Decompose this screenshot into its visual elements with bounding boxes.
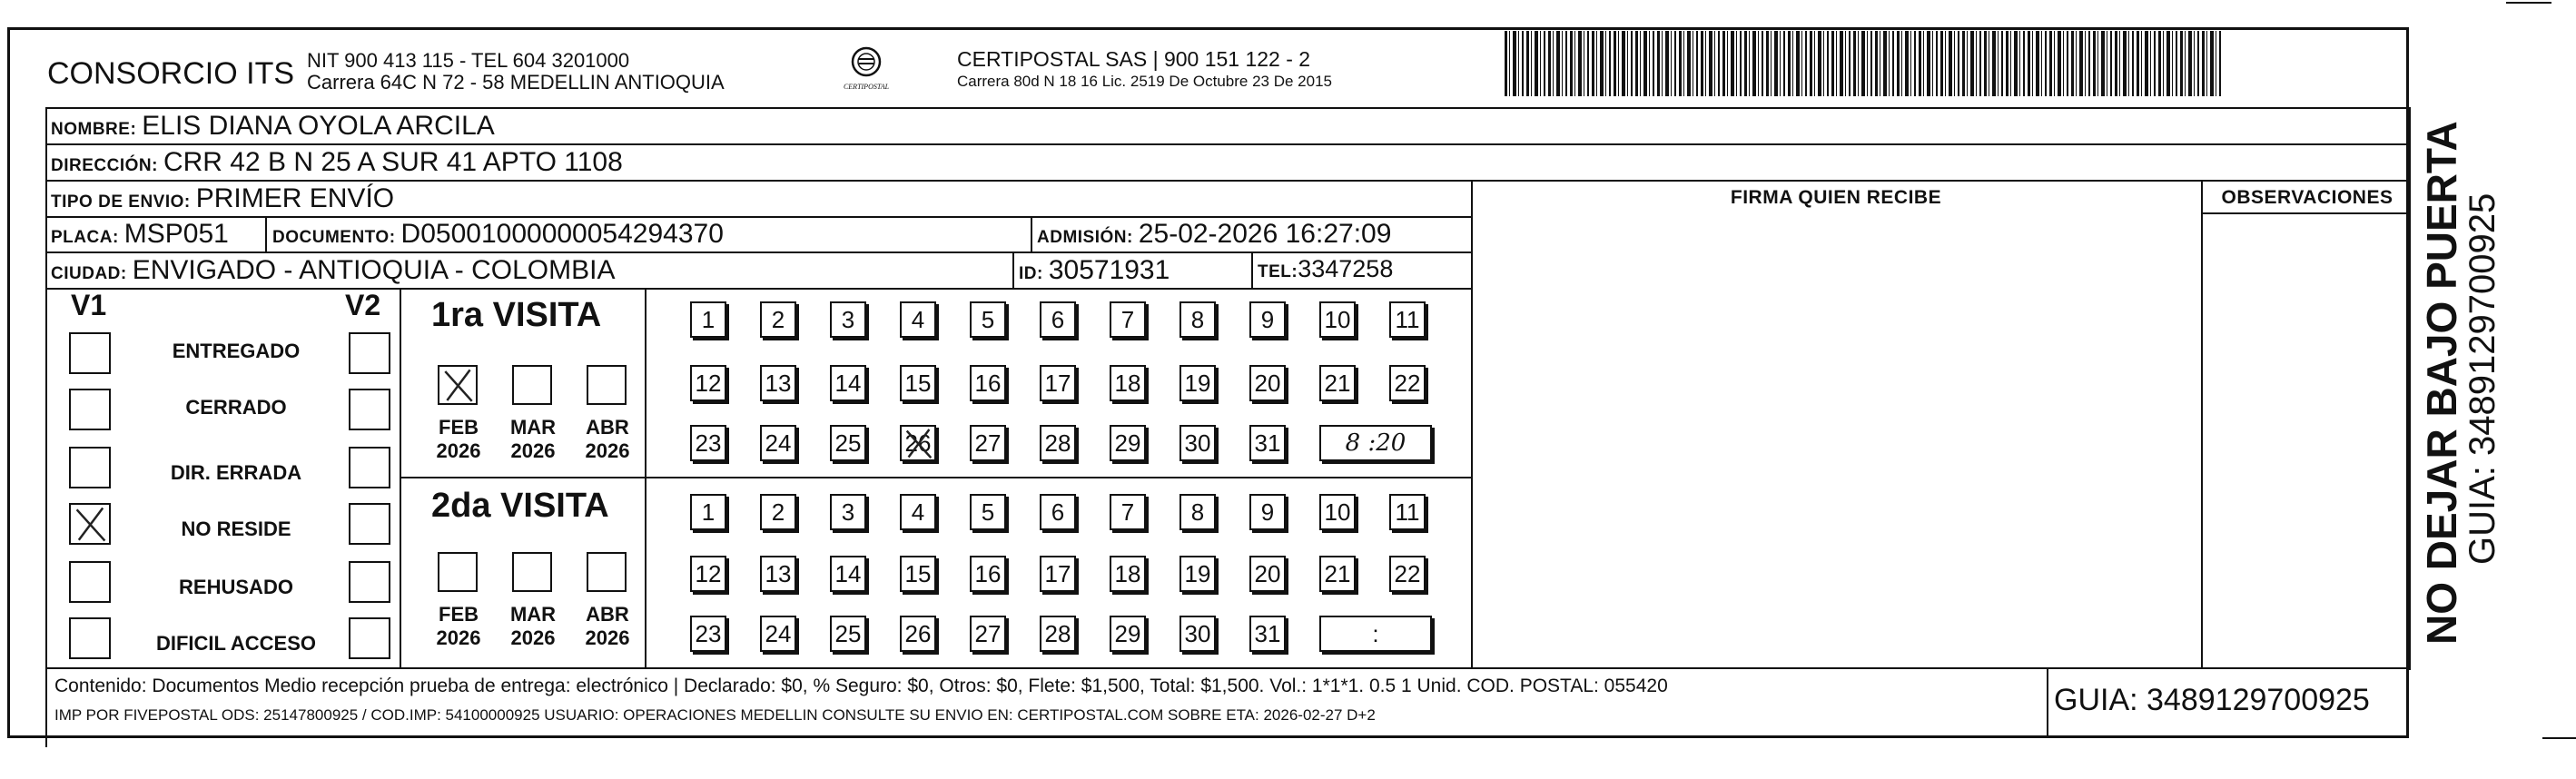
rule-visit-split	[400, 477, 1471, 478]
day-number: 27	[974, 429, 1002, 457]
day-box[interactable]	[1249, 494, 1286, 530]
direccion-value: CRR 42 B N 25 A SUR 41 APTO 1108	[163, 147, 623, 177]
day-box[interactable]	[1179, 494, 1216, 530]
divider-left-margin	[45, 107, 47, 747]
time-box[interactable]	[1319, 425, 1432, 461]
day-number: 10	[1324, 498, 1351, 526]
month-label	[576, 416, 639, 463]
day-number: 1	[701, 305, 716, 333]
month-name: FEB	[439, 603, 479, 626]
day-box[interactable]	[1040, 556, 1076, 592]
day-box[interactable]	[760, 301, 796, 338]
day-box[interactable]	[690, 616, 726, 652]
documento-value: D05001000000054294370	[400, 219, 724, 249]
tel-label: TEL:	[1258, 262, 1298, 281]
day-box[interactable]	[690, 556, 726, 592]
shipment-barcode	[1505, 31, 2222, 96]
tel-value: 3347258	[1298, 255, 1394, 282]
day-box[interactable]	[830, 365, 866, 401]
v1-heading: V1	[71, 289, 107, 321]
scan-mark-right	[2542, 737, 2576, 739]
day-box[interactable]	[1249, 425, 1286, 461]
divider-admision	[1031, 216, 1032, 251]
imp-text: IMP POR FIVEPOSTAL ODS: 25147800925 / COD.IMP: 54100000925 USUARIO: OPERACIONES MEDELLIN CONSULTE SU ENVIO EN: CERTIPOSTAL.COM SOBRE ETA: 2026-02-27 D+2	[54, 706, 1376, 724]
day-box[interactable]	[1319, 556, 1356, 592]
day-box[interactable]	[900, 365, 936, 401]
day-number: 28	[1044, 429, 1071, 457]
month-year: 2026	[510, 439, 556, 462]
month-checkbox[interactable]	[512, 552, 552, 592]
day-number: 16	[974, 369, 1002, 397]
direccion-label: DIRECCIÓN:	[51, 156, 158, 175]
month-name: MAR	[509, 603, 557, 626]
day-number: 26	[904, 619, 932, 647]
day-box[interactable]	[970, 616, 1006, 652]
day-box[interactable]	[900, 494, 936, 530]
day-box[interactable]	[760, 425, 796, 461]
day-number: 11	[1395, 498, 1420, 526]
first-visit-title: 1ra VISITA	[431, 296, 602, 334]
day-number: 31	[1254, 429, 1281, 457]
status-label: DIFICIL ACCESO	[155, 632, 316, 655]
day-number: 3	[841, 498, 855, 526]
admision-value: 25-02-2026 16:27:09	[1138, 219, 1392, 249]
day-number: 8	[1190, 305, 1205, 333]
rule-footer-guia	[2047, 667, 2410, 669]
v1-checkbox[interactable]	[69, 389, 111, 430]
day-number: 12	[695, 369, 722, 397]
month-year: 2026	[436, 439, 481, 462]
placa-row	[51, 219, 229, 250]
day-box[interactable]	[1040, 494, 1076, 530]
day-number: 22	[1394, 559, 1421, 587]
day-box[interactable]	[1179, 616, 1216, 652]
day-box[interactable]	[830, 616, 866, 652]
month-name: ABR	[586, 603, 629, 626]
day-number: 1	[701, 498, 716, 526]
placa-label: PLACA:	[51, 228, 119, 247]
day-number: 26	[904, 429, 932, 457]
time-box[interactable]	[1319, 616, 1432, 652]
nombre-label: NOMBRE:	[51, 120, 137, 139]
status-label: NO RESIDE	[181, 518, 291, 540]
v1-checkbox[interactable]	[69, 503, 111, 545]
svg-text:CERTIPOSTAL: CERTIPOSTAL	[843, 83, 890, 91]
day-number: 30	[1184, 619, 1211, 647]
day-box[interactable]	[760, 365, 796, 401]
day-number: 8	[1190, 498, 1205, 526]
day-box[interactable]	[1040, 616, 1076, 652]
v1-checkbox[interactable]	[69, 447, 111, 488]
status-label: CERRADO	[185, 396, 287, 419]
day-number: 11	[1395, 305, 1420, 333]
day-box[interactable]	[1110, 301, 1146, 338]
day-number: 27	[974, 619, 1002, 647]
day-box[interactable]	[900, 556, 936, 592]
day-number: 29	[1114, 619, 1141, 647]
observaciones-heading: OBSERVACIONES	[2221, 187, 2393, 208]
month-label	[427, 416, 490, 463]
day-box[interactable]	[1179, 556, 1216, 592]
day-box[interactable]	[970, 365, 1006, 401]
certipostal-address: Carrera 80d N 18 16 Lic. 2519 De Octubre 23 De 2015	[957, 73, 1332, 90]
day-number: 14	[834, 369, 862, 397]
day-number: 17	[1044, 369, 1071, 397]
day-number: 23	[695, 619, 722, 647]
status-label: ENTREGADO	[172, 340, 301, 362]
day-number: 19	[1184, 369, 1211, 397]
tel-row	[1258, 255, 1393, 283]
v2-checkbox[interactable]	[349, 447, 390, 488]
contenido-text: Contenido: Documentos Medio recepción prueba de entrega: electrónico | Declarado: $0, % Seguro: $0, Otros: $0, Flete: $1,500, Total: $1,500. Vol.: 1*1*1. 0.5 1 Unid. COD. POSTAL: 055420	[54, 675, 1668, 696]
day-box[interactable]	[760, 556, 796, 592]
company-nit-tel: NIT 900 413 115 - TEL 604 3201000	[307, 49, 630, 72]
day-box[interactable]	[1110, 556, 1146, 592]
day-number: 29	[1114, 429, 1141, 457]
month-label	[427, 603, 490, 650]
side-guia: GUIA: 3489129700925	[2462, 192, 2502, 565]
month-name: ABR	[586, 416, 629, 439]
status-label: REHUSADO	[179, 576, 293, 598]
day-box[interactable]	[1389, 494, 1426, 530]
day-box[interactable]	[690, 494, 726, 530]
guia-footer-box: GUIA: 3489129700925	[2054, 683, 2370, 717]
month-year: 2026	[585, 439, 630, 462]
day-number: 21	[1324, 559, 1351, 587]
day-box[interactable]	[970, 494, 1006, 530]
day-number: 28	[1044, 619, 1071, 647]
day-number: 3	[841, 305, 855, 333]
nombre-value: ELIS DIANA OYOLA ARCILA	[142, 111, 495, 141]
id-row	[1019, 255, 1170, 286]
day-number: 22	[1394, 369, 1421, 397]
rule-placa	[45, 251, 1471, 253]
day-box[interactable]	[1389, 365, 1426, 401]
rule-nombre	[45, 143, 2411, 145]
day-box[interactable]	[830, 556, 866, 592]
month-name: FEB	[439, 416, 479, 439]
day-box[interactable]	[1040, 425, 1076, 461]
v1-checkbox[interactable]	[69, 617, 111, 659]
day-number: 18	[1114, 559, 1141, 587]
day-number: 24	[765, 429, 792, 457]
v2-checkbox[interactable]	[349, 389, 390, 430]
day-box[interactable]	[1319, 365, 1356, 401]
v2-checkbox[interactable]	[349, 332, 390, 374]
rule-observaciones	[2201, 212, 2410, 214]
day-box[interactable]	[1249, 556, 1286, 592]
admision-label: ADMISIÓN:	[1037, 228, 1133, 247]
v2-checkbox[interactable]	[349, 561, 390, 603]
divider-id	[1012, 251, 1014, 288]
ciudad-row	[51, 255, 615, 286]
day-number: 16	[974, 559, 1002, 587]
day-number: 23	[695, 429, 722, 457]
rule-direccion	[45, 180, 2411, 182]
day-box[interactable]	[1389, 556, 1426, 592]
day-number: 9	[1260, 498, 1275, 526]
day-box[interactable]	[1110, 494, 1146, 530]
day-number: 10	[1324, 305, 1351, 333]
company-name: CONSORCIO ITS	[47, 56, 295, 91]
month-name: MAR	[509, 416, 557, 439]
day-box[interactable]	[900, 616, 936, 652]
v2-checkbox[interactable]	[349, 503, 390, 545]
day-box[interactable]	[1389, 301, 1426, 338]
day-check-mark	[902, 427, 936, 461]
day-number: 7	[1120, 498, 1135, 526]
day-number: 20	[1254, 559, 1281, 587]
month-label	[501, 603, 565, 650]
documento-label: DOCUMENTO:	[272, 228, 396, 247]
day-box[interactable]	[830, 301, 866, 338]
side-warning: NO DEJAR BAJO PUERTA	[2418, 121, 2465, 645]
day-number: 6	[1051, 498, 1065, 526]
divider-footer-guia	[2047, 667, 2048, 738]
divider-firma	[1471, 180, 1473, 667]
day-number: 2	[771, 305, 785, 333]
month-label	[501, 416, 565, 463]
documento-row	[272, 219, 724, 250]
ciudad-label: CIUDAD:	[51, 264, 127, 283]
month-year: 2026	[585, 626, 630, 649]
tipo-value: PRIMER ENVÍO	[195, 183, 395, 213]
day-box[interactable]	[900, 301, 936, 338]
firma-heading: FIRMA QUIEN RECIBE	[1730, 187, 1942, 208]
day-number: 13	[765, 559, 792, 587]
day-number: 5	[981, 305, 995, 333]
day-number: 9	[1260, 305, 1275, 333]
day-box[interactable]	[1319, 494, 1356, 530]
day-box[interactable]	[970, 556, 1006, 592]
day-number: 2	[771, 498, 785, 526]
day-box[interactable]	[1249, 616, 1286, 652]
day-box[interactable]	[760, 616, 796, 652]
month-checkbox[interactable]	[587, 365, 627, 405]
day-box[interactable]	[830, 425, 866, 461]
day-box[interactable]	[1179, 301, 1216, 338]
day-number: 5	[981, 498, 995, 526]
day-box[interactable]	[760, 494, 796, 530]
day-box[interactable]	[690, 301, 726, 338]
time-value: :	[1372, 619, 1379, 647]
month-checkbox[interactable]	[438, 552, 478, 592]
day-box[interactable]	[830, 494, 866, 530]
day-number: 15	[904, 559, 932, 587]
month-year: 2026	[436, 626, 481, 649]
day-box[interactable]	[1249, 301, 1286, 338]
day-number: 30	[1184, 429, 1211, 457]
placa-value: MSP051	[123, 219, 229, 249]
day-box[interactable]	[1110, 365, 1146, 401]
day-number: 4	[911, 305, 925, 333]
day-number: 21	[1324, 369, 1351, 397]
day-box[interactable]	[970, 301, 1006, 338]
id-value: 30571931	[1048, 255, 1170, 285]
company-address: Carrera 64C N 72 - 58 MEDELLIN ANTIOQUIA	[307, 71, 725, 94]
certipostal-info: CERTIPOSTAL SAS | 900 151 122 - 2	[957, 47, 1311, 71]
v2-checkbox[interactable]	[349, 617, 390, 659]
tipo-row	[51, 183, 394, 214]
day-number: 17	[1044, 559, 1071, 587]
day-box[interactable]	[1110, 616, 1146, 652]
v1-checkbox[interactable]	[69, 332, 111, 374]
day-number: 14	[834, 559, 862, 587]
day-number: 4	[911, 498, 925, 526]
certipostal-seal	[839, 44, 893, 96]
month-check-mark	[439, 367, 478, 405]
rule-header	[45, 107, 2411, 109]
v1-checkbox[interactable]	[69, 561, 111, 603]
second-visit-title: 2da VISITA	[431, 487, 609, 525]
ciudad-value: ENVIGADO - ANTIOQUIA - COLOMBIA	[132, 255, 616, 285]
divider-tel	[1251, 251, 1253, 288]
day-box[interactable]	[690, 425, 726, 461]
divider-documento	[265, 216, 267, 251]
day-box[interactable]	[690, 365, 726, 401]
day-number: 13	[765, 369, 792, 397]
day-box[interactable]	[1110, 425, 1146, 461]
day-box[interactable]	[1179, 365, 1216, 401]
scan-mark-top-right	[2506, 2, 2551, 4]
direccion-row	[51, 147, 623, 178]
month-checkbox[interactable]	[438, 365, 478, 405]
day-number: 18	[1114, 369, 1141, 397]
day-box[interactable]	[1040, 301, 1076, 338]
tipo-label: TIPO DE ENVIO:	[51, 192, 191, 212]
rule-tipo	[45, 216, 1471, 218]
day-box[interactable]	[1319, 301, 1356, 338]
day-box[interactable]	[1040, 365, 1076, 401]
day-number: 31	[1254, 619, 1281, 647]
v1-check-mark	[71, 505, 111, 545]
day-number: 12	[695, 559, 722, 587]
status-label: DIR. ERRADA	[170, 461, 302, 484]
divider-observaciones	[2201, 180, 2203, 667]
month-label	[576, 603, 639, 650]
day-box[interactable]	[1249, 365, 1286, 401]
day-number: 25	[834, 619, 862, 647]
month-checkbox[interactable]	[512, 365, 552, 405]
month-year: 2026	[510, 626, 556, 649]
day-number: 6	[1051, 305, 1065, 333]
day-number: 19	[1184, 559, 1211, 587]
admision-row	[1037, 219, 1391, 250]
day-number: 25	[834, 429, 862, 457]
day-number: 20	[1254, 369, 1281, 397]
day-box[interactable]	[1179, 425, 1216, 461]
day-box[interactable]	[970, 425, 1006, 461]
day-number: 15	[904, 369, 932, 397]
month-checkbox[interactable]	[587, 552, 627, 592]
day-box[interactable]	[900, 425, 936, 461]
id-label: ID:	[1019, 264, 1043, 283]
v2-heading: V2	[345, 289, 381, 321]
day-number: 24	[765, 619, 792, 647]
time-value: 8 :20	[1345, 429, 1406, 457]
rule-ciudad	[45, 288, 1471, 290]
day-number: 7	[1120, 305, 1135, 333]
nombre-row	[51, 111, 495, 142]
